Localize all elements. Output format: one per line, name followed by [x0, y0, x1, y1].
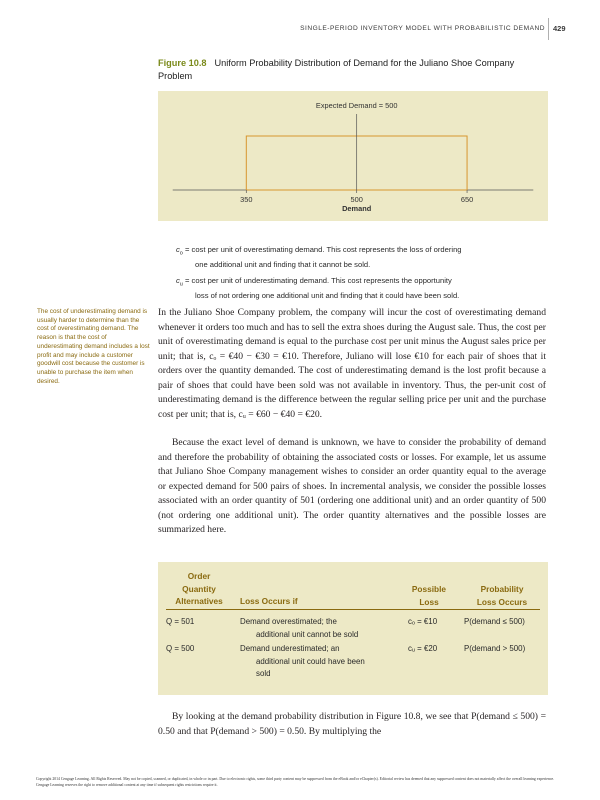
body-paragraph-1 — [158, 306, 546, 422]
x-axis-ticks — [240, 190, 473, 204]
condition-line: sold — [256, 669, 271, 678]
paragraph-text: By looking at the demand probability distribution in Figure 10.8, we see that P(demand ≤ 500) = 0.50 and that P(demand > 500) = 0.50. By multiplying the — [158, 711, 546, 737]
cu-definition-line-2: loss of not ordering one additional unit and finding that it could have been sold. — [195, 291, 460, 300]
header-line: Alternatives — [175, 596, 223, 606]
paragraph-text: Because the exact level of demand is unknown, we have to consider the probability of demand and therefore the probability of obtaining the associated costs or losses. For example, let us assume that Juliano Shoe Company management wishes to consider an order quantity equal to the average or expected demand for 500 pairs of shoes. In incremental analysis, we consider the possible losses associated with an order quantity of 501 (ordering one additional unit) and an order quantity of 500 (not ordering one additional unit). The order quantity alternatives and the possible losses are summarized here. — [158, 437, 546, 535]
co-definition-line-2: one additional unit and finding that it cannot be sold. — [195, 260, 371, 269]
table-row-2-loss: cᵤ = €20 — [408, 644, 438, 653]
x-tick-label: 650 — [460, 195, 474, 204]
header-divider — [548, 18, 549, 40]
x-tick-label: 500 — [350, 195, 363, 204]
copyright-notice: Copyright 2014 Cengage Learning. All Rights Reserved. May not be copied, scanned, or duplicated, in whole or in part. Due to electronic rights, some third party content may be suppressed from the eBook and/or eChapter(s). Editorial review has deemed that any suppressed content does not materially affect the overall learning experience. Cengage Learning reserves the right to remove additional content at any time if subsequent rights restrictions require it. — [36, 777, 555, 787]
expected-demand-annotation: Expected Demand = 500 — [315, 101, 398, 110]
uniform-distribution-chart — [158, 91, 548, 221]
figure-caption — [158, 57, 548, 82]
table-row-1-quantity: Q = 501 — [166, 617, 195, 626]
table-header-probability — [466, 583, 538, 608]
header-line: Loss — [419, 596, 439, 607]
header-line: Order — [187, 571, 211, 581]
table-row-2-probability: P(demand > 500) — [464, 644, 526, 653]
figure-label: Figure 10.8 — [158, 58, 207, 68]
page-number: 429 — [553, 24, 566, 33]
co-subscript: o — [179, 250, 183, 257]
table-header-possible-loss — [398, 583, 446, 608]
table-header-rule — [166, 609, 540, 610]
paragraph-text: In the Juliano Shoe Company problem, the company will incur the cost of overestimating demand whenever it orders too much and has to sell the extra shoes during the August sale. Thus, the cost per unit of overestimating demand is equal to the purchase cost per unit minus the August sales price per unit; that is, cₒ = €40 − €30 = €10. Therefore, Juliano will lose €10 for each pair of shoes that it orders over the quantity demanded. The cost of underestimating demand is the lost profit because a pair of shoes that could have been sold was not available in inventory. Thus, the per-unit cost of underestimating demand is the difference between the regular selling price per unit and the purchase cost per unit; that is, cᵤ = €60 − €40 = €20. — [158, 307, 546, 420]
table-row-2-condition — [240, 643, 365, 681]
condition-line: additional unit could have been — [256, 656, 365, 666]
header-line: Loss Occurs — [476, 596, 528, 607]
cu-definition-line-1: = cost per unit of underestimating demand. This cost represents the opportunity — [184, 276, 452, 285]
x-axis-label: Demand — [342, 204, 372, 213]
condition-line: additional unit cannot be sold — [256, 629, 359, 639]
running-head: SINGLE-PERIOD INVENTORY MODEL WITH PROBABILISTIC DEMAND — [300, 25, 545, 32]
co-symbol: c — [176, 245, 180, 254]
body-paragraph-3 — [158, 710, 546, 739]
x-tick-label: 350 — [240, 195, 253, 204]
table-header-order-quantity — [166, 570, 232, 608]
figure-caption-text: Uniform Probability Distribution of Demand for the Juliano Shoe Company Problem — [158, 58, 515, 81]
body-paragraph-2 — [158, 436, 546, 538]
co-definition-line-1: = cost per unit of overestimating demand. This cost represents the loss of ordering — [184, 245, 462, 254]
table-header-loss-occurs-if: Loss Occurs if — [240, 596, 298, 606]
header-line: Possible — [411, 584, 446, 594]
table-row-1-loss: cₒ = €10 — [408, 617, 438, 626]
header-line: Probability — [480, 584, 524, 594]
margin-note: The cost of underestimating demand is usually harder to determine than the cost of overestimating demand. The reason is that the cost of underestimating demand includes a lost profit and may include a customer goodwill cost because the customer is unable to purchase the item when desired. — [37, 308, 150, 385]
table-row-1-probability: P(demand ≤ 500) — [464, 617, 525, 626]
header-line: Quantity — [182, 583, 216, 594]
condition-line: Demand underestimated; an — [240, 644, 340, 653]
cu-subscript: u — [179, 281, 183, 288]
table-row-1-condition — [240, 616, 358, 641]
cu-symbol: c — [176, 276, 180, 285]
table-row-2-quantity: Q = 500 — [166, 644, 195, 653]
condition-line: Demand overestimated; the — [240, 617, 337, 626]
